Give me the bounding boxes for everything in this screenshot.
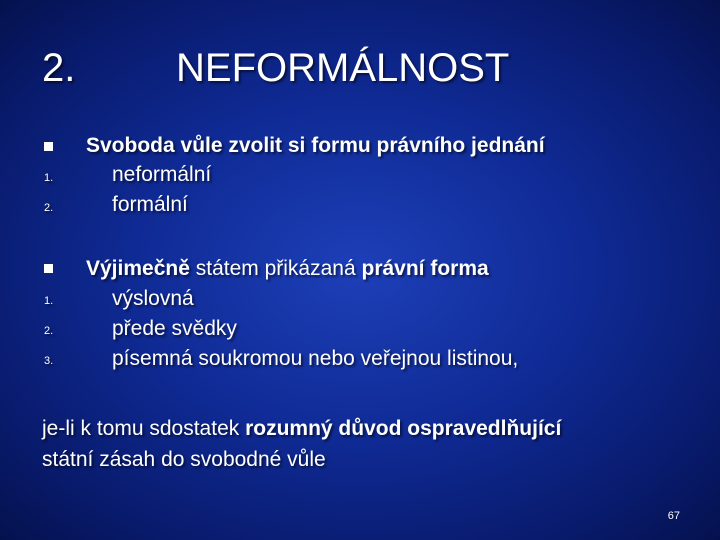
list-item: přede svědky	[112, 317, 237, 340]
bullet-square-icon	[44, 142, 53, 151]
slide-number-title: 2.	[42, 46, 76, 90]
section2-heading-bold-2: právní forma	[361, 257, 489, 280]
list-item: písemná soukromou nebo veřejnou listinou,	[112, 347, 519, 370]
conclusion-line-2: státní zásah do svobodné vůle	[42, 448, 326, 471]
bullet-square-icon	[44, 264, 53, 273]
list-marker: 2.	[44, 325, 54, 337]
list-marker: 1.	[44, 172, 54, 184]
slide-title: NEFORMÁLNOST	[176, 46, 510, 90]
conclusion-line-1	[42, 414, 561, 444]
list-marker: 3.	[44, 355, 54, 367]
conclusion-bold: rozumný důvod ospravedlňující	[245, 417, 562, 440]
list-item: neformální	[112, 163, 212, 186]
section2-heading	[86, 254, 489, 284]
section1-heading: Svoboda vůle zvolit si formu právního jednání	[86, 134, 545, 157]
list-marker: 1.	[44, 295, 54, 307]
page-number: 67	[667, 510, 680, 522]
section2-heading-plain: státem přikázaná	[189, 257, 362, 280]
list-marker: 2.	[44, 202, 54, 214]
list-item: výslovná	[112, 287, 194, 310]
list-item: formální	[112, 193, 188, 216]
section2-heading-bold-1: Výjimečně	[86, 257, 190, 280]
conclusion-plain: je-li k tomu sdostatek	[42, 417, 246, 440]
